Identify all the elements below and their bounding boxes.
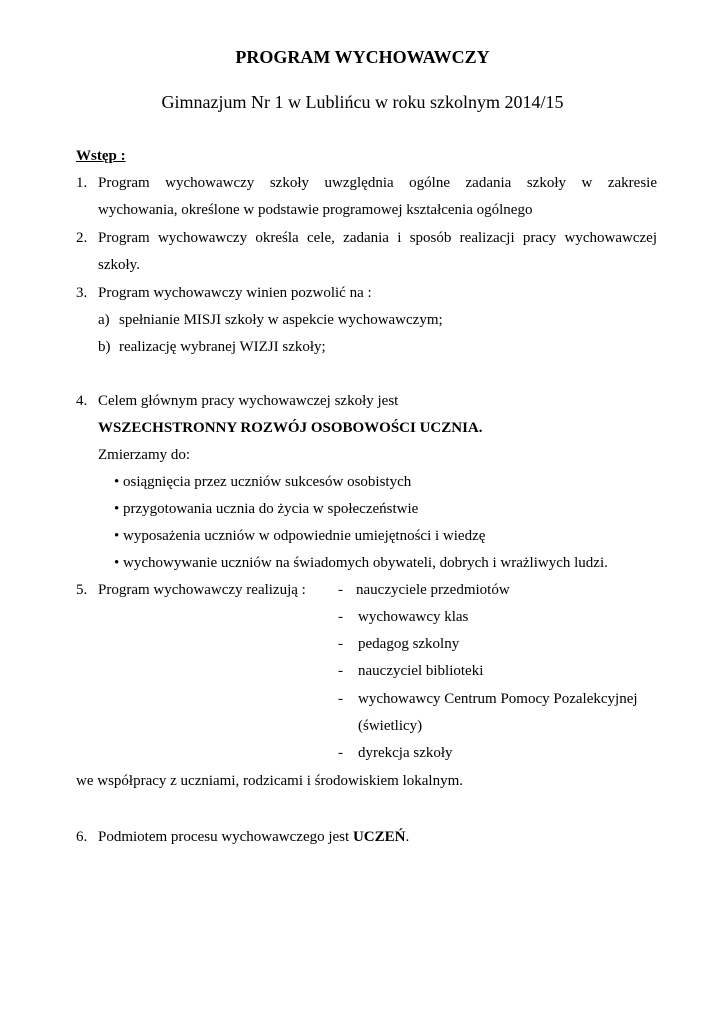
item-3-sub-a: spełnianie MISJI szkoły w aspekcie wychowawczym; xyxy=(119,312,443,328)
item-6-number: 6. xyxy=(76,829,88,845)
role-dash: - xyxy=(338,663,343,679)
item-1-text xyxy=(98,170,657,224)
role-item: dyrekcja szkoły xyxy=(358,745,453,761)
item-4-bullet: • osiągnięcia przez uczniów sukcesów osobistych xyxy=(114,474,412,490)
item-3-sub-b: realizację wybranej WIZJI szkoły; xyxy=(119,339,326,355)
item-2-line-1: Program wychowawczy określa cele, zadania i sposób realizacji pracy wychowawczej xyxy=(98,230,657,246)
item-4-goal: WSZECHSTRONNY ROZWÓJ OSOBOWOŚCI UCZNIA. xyxy=(98,420,483,436)
item-4-bullet: • wychowywanie uczniów na świadomych obywateli, dobrych i wrażliwych ludzi. xyxy=(114,555,608,571)
item-6-text-before: Podmiotem procesu wychowawczego jest xyxy=(98,829,353,845)
item-1-line-1: Program wychowawczy szkoły uwzględnia ogólne zadania szkoły w zakresie xyxy=(98,175,657,191)
item-4-bullet: • wyposażenia uczniów w odpowiednie umiejętności i wiedzę xyxy=(114,528,486,544)
item-6-text-after: . xyxy=(405,829,410,845)
item-1-number: 1. xyxy=(76,175,88,191)
item-3-sub-b-label: b) xyxy=(98,339,111,355)
item-1-line-2: wychowania, określone w podstawie programowej kształcenia ogólnego xyxy=(98,202,533,218)
intro-heading: Wstęp : xyxy=(76,148,126,164)
role-item: nauczyciele przedmiotów xyxy=(356,582,510,598)
item-3-number: 3. xyxy=(76,285,88,301)
item-6-text xyxy=(98,824,409,851)
role-dash: - xyxy=(338,636,343,652)
item-2-text xyxy=(98,225,657,279)
item-3-text: Program wychowawczy winien pozwolić na : xyxy=(98,285,372,301)
role-dash: - xyxy=(338,609,343,625)
item-3-sub-a-label: a) xyxy=(98,312,110,328)
role-dash: - xyxy=(338,745,343,761)
role-item-continuation: (świetlicy) xyxy=(358,718,423,734)
item-4-bullet: • przygotowania ucznia do życia w społeczeństwie xyxy=(114,501,419,517)
item-6-emphasis: UCZEŃ xyxy=(352,829,406,845)
document-subtitle: Gimnazjum Nr 1 w Lublińcu w roku szkolnym 2014/15 xyxy=(161,92,564,112)
item-2-number: 2. xyxy=(76,230,88,246)
role-dash: - xyxy=(338,582,343,598)
item-4-number: 4. xyxy=(76,393,88,409)
document-title: PROGRAM WYCHOWAWCZY xyxy=(235,47,490,67)
role-item: wychowawcy Centrum Pomocy Pozalekcyjnej xyxy=(358,691,638,707)
role-item: pedagog szkolny xyxy=(358,636,460,652)
item-5-number: 5. xyxy=(76,582,88,598)
role-item: wychowawcy klas xyxy=(358,609,469,625)
item-5-text: Program wychowawczy realizują : xyxy=(98,582,306,598)
item-2-line-2: szkoły. xyxy=(98,257,140,273)
role-item: nauczyciel biblioteki xyxy=(358,663,484,679)
item-4-text: Celem głównym pracy wychowawczej szkoły jest xyxy=(98,393,399,409)
item-5-closing: we współpracy z uczniami, rodzicami i środowiskiem lokalnym. xyxy=(76,773,463,789)
item-4-aim-intro: Zmierzamy do: xyxy=(98,447,191,463)
role-dash: - xyxy=(338,691,343,707)
